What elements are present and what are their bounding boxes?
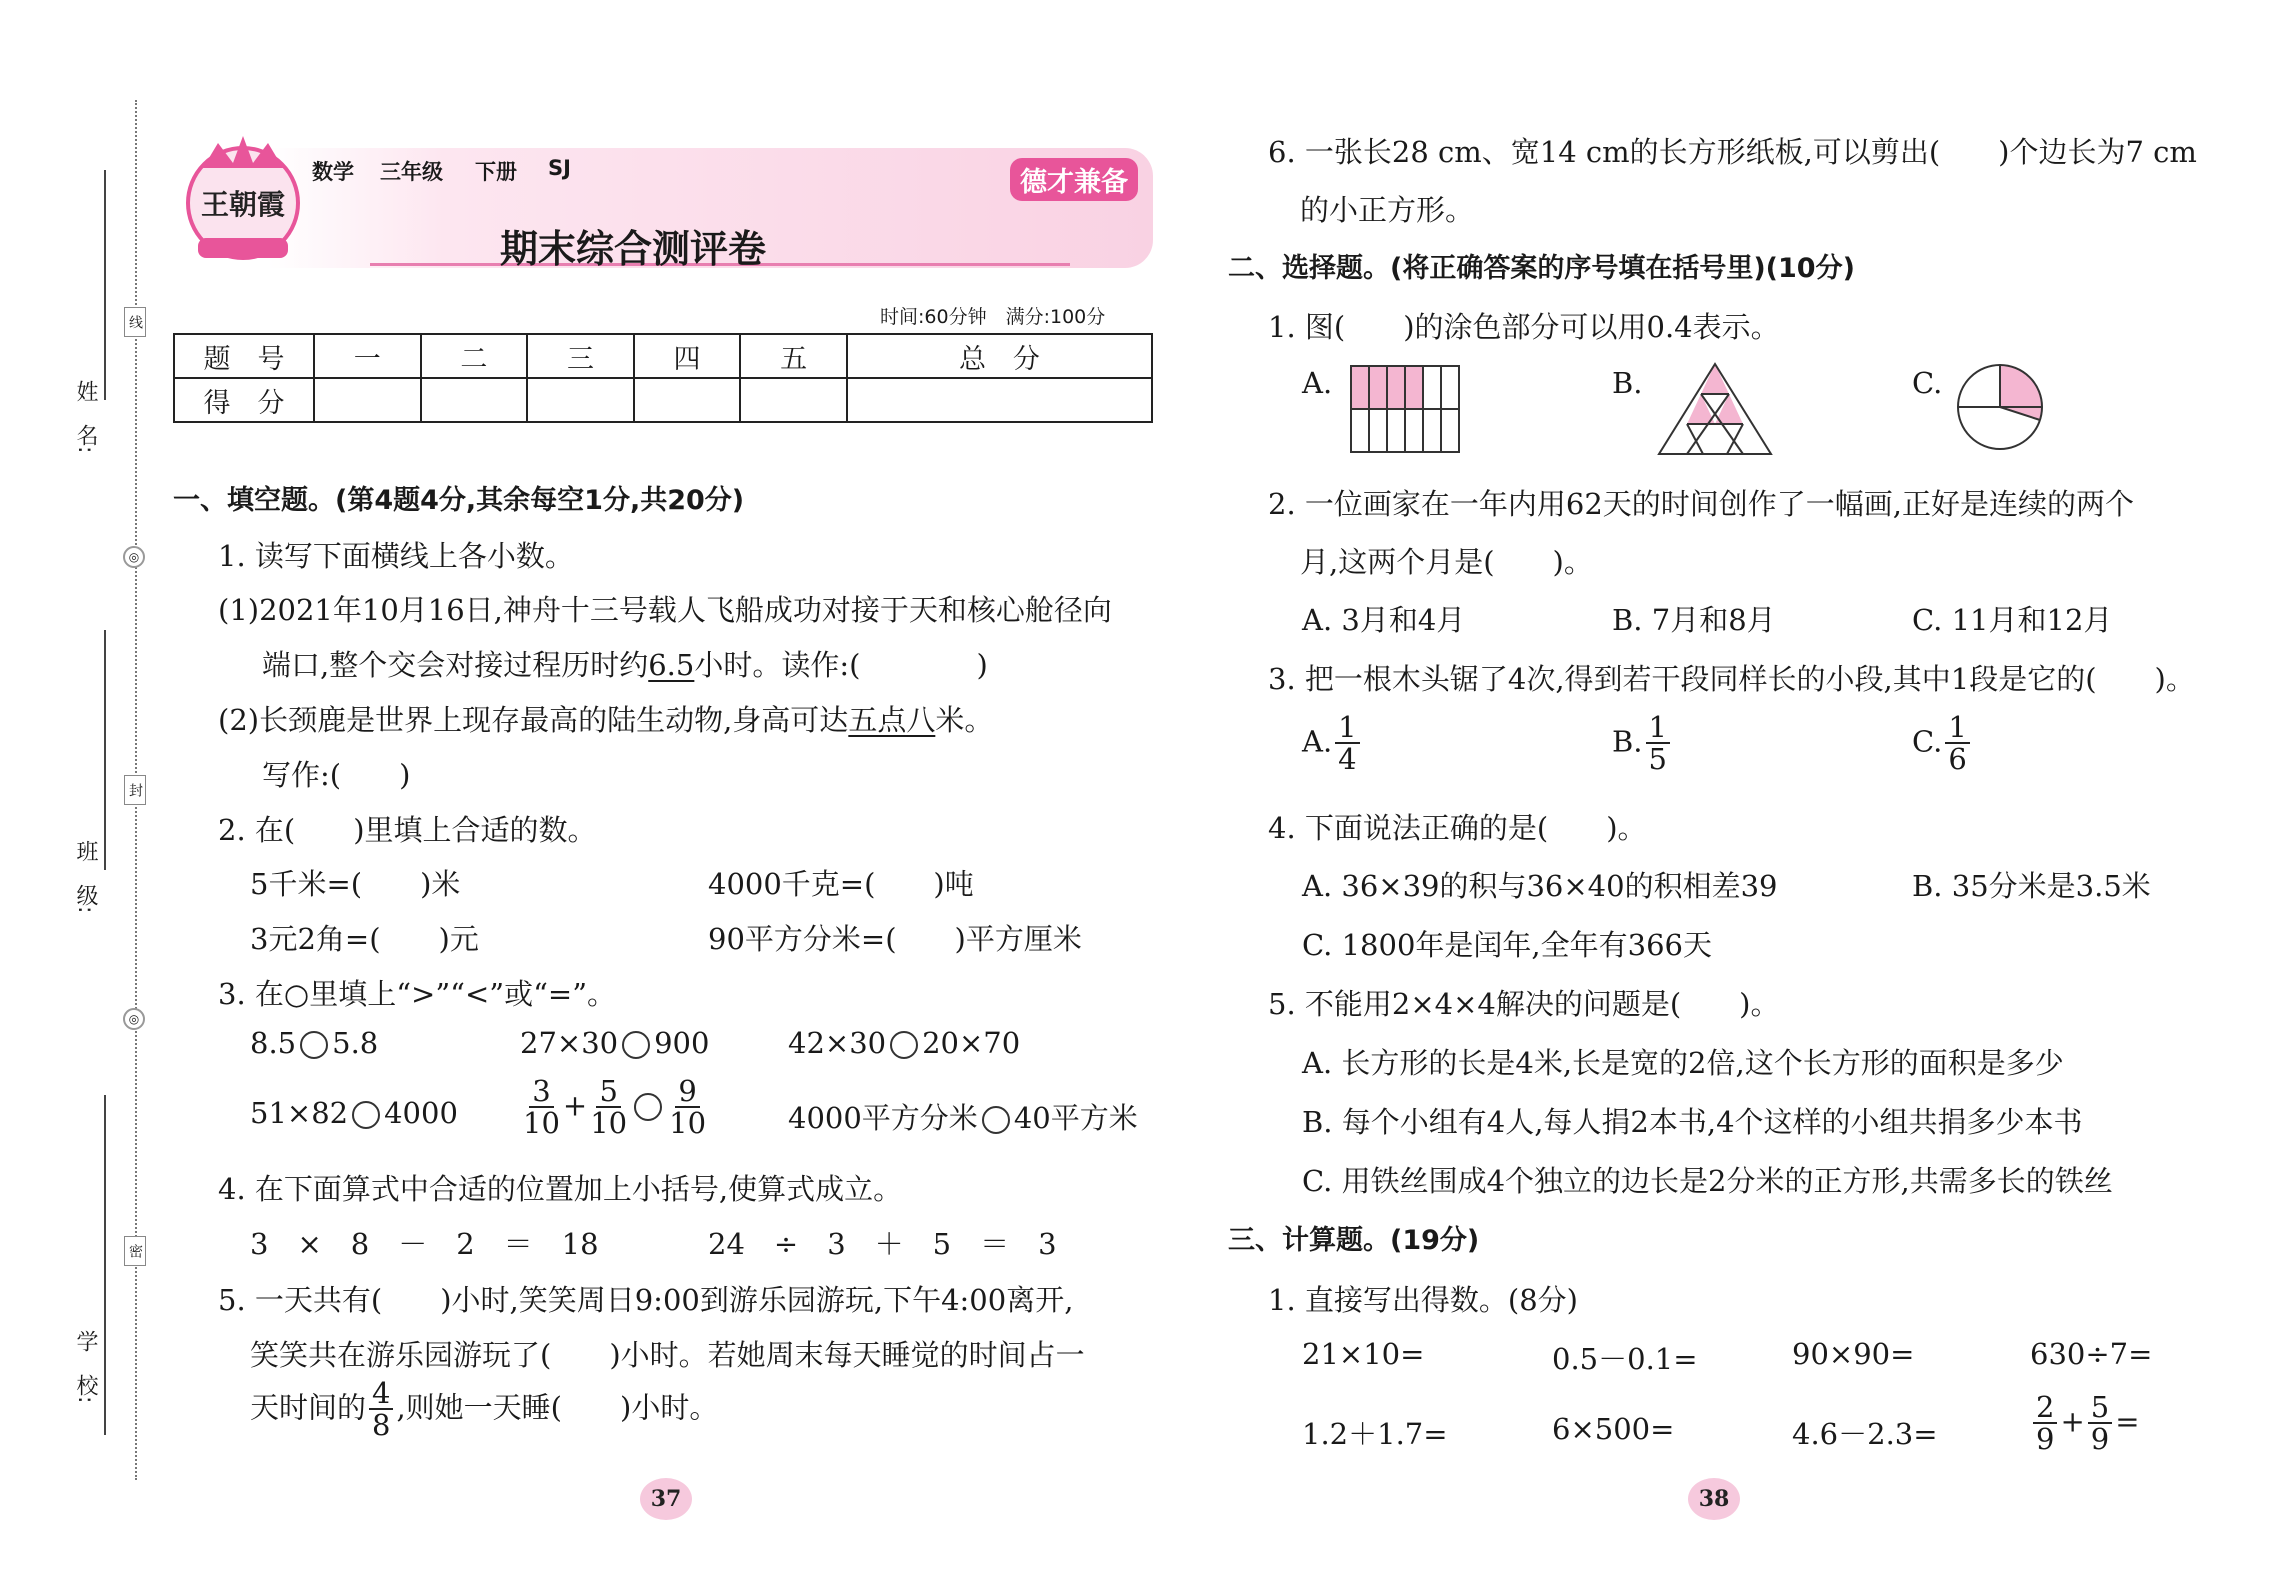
denominator: 8 bbox=[372, 1408, 391, 1443]
binding-knot-icon: ◎ bbox=[123, 546, 145, 568]
table-header-cell: 二 bbox=[421, 334, 528, 378]
calc-item: 630÷7= bbox=[2030, 1337, 2153, 1371]
answer-circle[interactable] bbox=[634, 1093, 662, 1121]
grid-rectangle-figure bbox=[1350, 365, 1460, 453]
text-span: 42×30 bbox=[788, 1026, 887, 1060]
text-span: 端口,整个交会对接过程历时约 bbox=[262, 648, 649, 682]
fraction bbox=[590, 1076, 627, 1139]
underlined-number: 6.5 bbox=[648, 648, 695, 682]
text-span: 4000平方分米 bbox=[788, 1101, 978, 1135]
question-text: 3. 把一根木头锯了4次,得到若干段同样长的小段,其中1段是它的( )。 bbox=[1268, 662, 2195, 696]
table-header-cell: 五 bbox=[740, 334, 847, 378]
seal-line-mark: 线 bbox=[124, 307, 146, 337]
answer-circle[interactable] bbox=[982, 1106, 1010, 1134]
fraction bbox=[1335, 712, 1359, 775]
fraction bbox=[1945, 712, 1969, 775]
answer-circle[interactable] bbox=[622, 1031, 650, 1059]
question-text: 月,这两个月是( )。 bbox=[1300, 545, 1593, 579]
question-text: 4. 下面说法正确的是( )。 bbox=[1268, 811, 1647, 845]
option-item bbox=[1302, 712, 1363, 775]
seal-secret-mark: 密 bbox=[124, 1236, 146, 1266]
fraction bbox=[669, 1076, 706, 1139]
numerator: 5 bbox=[2088, 1392, 2112, 1424]
answer-circle[interactable] bbox=[890, 1031, 918, 1059]
school-label: 学 校: bbox=[73, 1330, 98, 1404]
seal-seal-mark: 封 bbox=[124, 775, 146, 805]
numerator: 3 bbox=[529, 1076, 553, 1108]
question-text bbox=[218, 698, 993, 739]
table-header-cell: 总 分 bbox=[847, 334, 1152, 378]
fraction bbox=[1646, 712, 1670, 775]
question-text: 90平方分米=( )平方厘米 bbox=[708, 922, 1082, 956]
numerator: 1 bbox=[1646, 712, 1670, 744]
page-number: 38 bbox=[1688, 1478, 1740, 1520]
option-label: B. bbox=[1612, 724, 1643, 759]
question-text: 1. 读写下面横线上各小数。 bbox=[218, 539, 574, 573]
calc-item: 90×90= bbox=[1792, 1337, 1915, 1371]
class-underline bbox=[104, 630, 106, 870]
header-edition: SJ bbox=[548, 156, 571, 180]
text-span: 4000 bbox=[384, 1096, 458, 1130]
score-cell[interactable] bbox=[421, 378, 528, 422]
question-text: 4000千克=( )吨 bbox=[708, 867, 974, 901]
compare-item bbox=[788, 1096, 1138, 1137]
score-cell[interactable] bbox=[314, 378, 421, 422]
numerator: 1 bbox=[1945, 712, 1969, 744]
text-span: 27×30 bbox=[520, 1026, 619, 1060]
numerator: 5 bbox=[596, 1076, 620, 1108]
option-label: C. bbox=[1912, 366, 1943, 400]
calc-item: 6×500= bbox=[1552, 1412, 1675, 1446]
table-header-cell: 四 bbox=[634, 334, 741, 378]
name-label: 姓 名: bbox=[73, 380, 98, 454]
underlined-number: 五点八 bbox=[848, 703, 936, 737]
option-text: B. 每个小组有4人,每人捐2本书,4个这样的小组共捐多少本书 bbox=[1302, 1105, 2083, 1139]
table-row bbox=[174, 334, 1152, 378]
exam-title: 期末综合测评卷 bbox=[500, 227, 767, 271]
text-span: 米。 bbox=[935, 703, 994, 737]
calc-item: 21×10= bbox=[1302, 1337, 1425, 1371]
text-span: 8.5 bbox=[250, 1026, 297, 1060]
table-header-cell: 题 号 bbox=[174, 334, 314, 378]
calc-item: 4.6－2.3= bbox=[1792, 1417, 1938, 1451]
text-span: 900 bbox=[654, 1026, 710, 1060]
question-text: 5千米=( )米 bbox=[250, 867, 461, 901]
text-span: 20×70 bbox=[922, 1026, 1021, 1060]
school-underline bbox=[104, 1095, 106, 1435]
binding-knot-icon: ◎ bbox=[123, 1008, 145, 1030]
score-cell[interactable] bbox=[847, 378, 1152, 422]
question-text: 5. 一天共有( )小时,笑笑周日9:00到游乐园游玩,下午4:00离开, bbox=[218, 1283, 1074, 1317]
fraction bbox=[2033, 1392, 2057, 1455]
numerator: 2 bbox=[2033, 1392, 2057, 1424]
option-label: A. bbox=[1302, 724, 1333, 759]
circle-figure bbox=[1955, 362, 2045, 452]
question-text: 1. 图( )的涂色部分可以用0.4表示。 bbox=[1268, 310, 1780, 344]
option-label: A. bbox=[1302, 366, 1333, 400]
brand-name: 王朝霞 bbox=[200, 188, 285, 221]
option-text: A. 3月和4月 bbox=[1302, 603, 1466, 637]
denominator: 10 bbox=[669, 1106, 707, 1141]
option-text: C. 用铁丝围成4个独立的边长是2分米的正方形,共需多长的铁丝 bbox=[1302, 1164, 2113, 1198]
fraction bbox=[2088, 1392, 2112, 1455]
compare-item bbox=[250, 1026, 378, 1060]
slogan-badge: 德才兼备 bbox=[1010, 158, 1138, 201]
calc-item: $\frac{2}{9}$ + $\frac{5}{9}$ = bbox=[2030, 1392, 2140, 1455]
compare-item bbox=[788, 1026, 1020, 1060]
score-cell[interactable] bbox=[527, 378, 634, 422]
denominator: 4 bbox=[1338, 742, 1357, 777]
option-text: B. 7月和8月 bbox=[1612, 603, 1776, 637]
fraction bbox=[523, 1076, 560, 1139]
option-text: A. 36×39的积与36×40的积相差39 bbox=[1302, 869, 1778, 903]
text-span: 51×82 bbox=[250, 1096, 349, 1130]
text-span: 小时。读作:( ) bbox=[694, 648, 988, 682]
section-title: 一、填空题。(第4题4分,其余每空1分,共20分) bbox=[173, 485, 745, 516]
brand-logo bbox=[178, 128, 308, 268]
section-title: 三、计算题。(19分) bbox=[1228, 1225, 1480, 1256]
option-label: B. bbox=[1612, 366, 1643, 400]
header-subject: 数学 bbox=[312, 160, 354, 184]
question-text: 的小正方形。 bbox=[1300, 193, 1475, 227]
answer-circle[interactable] bbox=[352, 1101, 380, 1129]
table-cell: 得 分 bbox=[174, 378, 314, 422]
calc-item: 1.2＋1.7= bbox=[1302, 1417, 1448, 1451]
question-text bbox=[262, 643, 988, 684]
calc-item: 0.5－0.1= bbox=[1552, 1342, 1698, 1376]
numerator: 4 bbox=[369, 1378, 393, 1410]
compare-item bbox=[520, 1026, 709, 1060]
compare-item: $\frac{3}{10}$ + $\frac{5}{10}$ $\frac{9}{10}$ bbox=[523, 1074, 707, 1141]
question-text: 3. 在○里填上“>”“<”或“=”。 bbox=[218, 977, 617, 1011]
compare-item bbox=[250, 1096, 458, 1130]
triangle-figure bbox=[1657, 362, 1773, 456]
option-item bbox=[1612, 712, 1673, 775]
equation: 3 × 8 － 2 ＝ 18 bbox=[250, 1227, 599, 1261]
class-label: 班 级: bbox=[73, 840, 98, 914]
table-header-cell: 一 bbox=[314, 334, 421, 378]
fraction bbox=[369, 1378, 393, 1441]
header-volume: 下册 bbox=[475, 160, 517, 184]
numerator: 9 bbox=[675, 1076, 699, 1108]
question-text: 2. 在( )里填上合适的数。 bbox=[218, 813, 597, 847]
page-number: 37 bbox=[640, 1478, 692, 1520]
text-span: 5.8 bbox=[332, 1026, 379, 1060]
question-text: (1)2021年10月16日,神舟十三号载人飞船成功对接于天和核心舱径向 bbox=[218, 593, 1112, 627]
question-text: 4. 在下面算式中合适的位置加上小括号,使算式成立。 bbox=[218, 1172, 903, 1206]
time-info: 时间:60分钟 满分:100分 bbox=[880, 306, 1106, 328]
text-span: 天时间的 bbox=[250, 1390, 367, 1425]
question-text: 5. 不能用2×4×4解决的问题是( )。 bbox=[1268, 987, 1780, 1021]
denominator: 10 bbox=[590, 1106, 628, 1141]
denominator: 6 bbox=[1948, 742, 1967, 777]
denominator: 5 bbox=[1648, 742, 1667, 777]
question-text: 6. 一张长28 cm、宽14 cm的长方形纸板,可以剪出( )个边长为7 cm bbox=[1268, 135, 2197, 169]
denominator: 9 bbox=[2090, 1422, 2110, 1457]
denominator: 10 bbox=[523, 1106, 560, 1141]
score-table bbox=[173, 333, 1153, 423]
option-item bbox=[1912, 712, 1973, 775]
section-title: 二、选择题。(将正确答案的序号填在括号里)(10分) bbox=[1228, 253, 1855, 284]
score-cell[interactable] bbox=[634, 378, 741, 422]
option-text: C. 11月和12月 bbox=[1912, 603, 2113, 637]
denominator: 9 bbox=[2036, 1422, 2055, 1457]
text-span: 40平方米 bbox=[1013, 1101, 1138, 1135]
table-header-cell: 三 bbox=[527, 334, 634, 378]
table-row bbox=[174, 378, 1152, 422]
text-span: ,则她一天睡( )小时。 bbox=[396, 1390, 719, 1425]
answer-circle[interactable] bbox=[300, 1031, 328, 1059]
numerator: 1 bbox=[1335, 712, 1359, 744]
score-cell[interactable] bbox=[740, 378, 847, 422]
question-text bbox=[250, 1378, 718, 1441]
text-span: = bbox=[2115, 1404, 2140, 1439]
question-text: 写作:( ) bbox=[262, 758, 411, 792]
question-text: 笑笑共在游乐园游玩了( )小时。若她周末每天睡觉的时间占一 bbox=[250, 1338, 1085, 1372]
equation: 24 ÷ 3 ＋ 5 ＝ 3 bbox=[708, 1227, 1057, 1261]
header-grade: 三年级 bbox=[380, 160, 443, 184]
option-text: B. 35分米是3.5米 bbox=[1912, 869, 2151, 903]
question-text: 3元2角=( )元 bbox=[250, 922, 479, 956]
option-label: C. bbox=[1912, 724, 1943, 759]
text-span: (2)长颈鹿是世界上现存最高的陆生动物,身高可达 bbox=[218, 703, 849, 737]
question-text: 2. 一位画家在一年内用62天的时间创作了一幅画,正好是连续的两个 bbox=[1268, 487, 2135, 521]
name-underline bbox=[104, 170, 106, 400]
option-text: A. 长方形的长是4米,长是宽的2倍,这个长方形的面积是多少 bbox=[1302, 1046, 2064, 1080]
option-text: C. 1800年是闰年,全年有366天 bbox=[1302, 928, 1712, 962]
question-text: 1. 直接写出得数。(8分) bbox=[1268, 1283, 1578, 1317]
